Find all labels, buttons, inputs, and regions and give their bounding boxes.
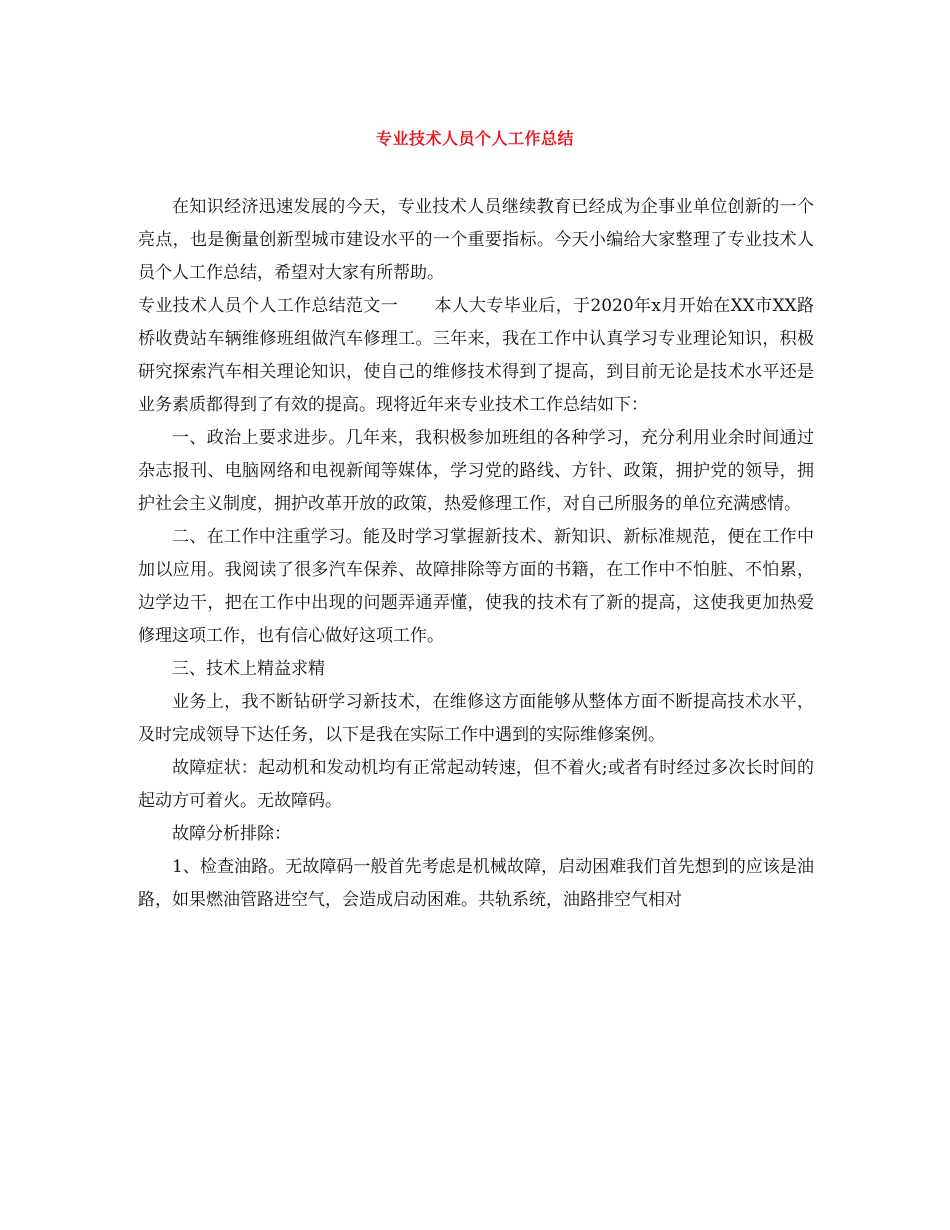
paragraph-business: 业务上，我不断钻研学习新技术，在维修这方面能够从整体方面不断提高技术水平，及时完成领导下达任务，以下是我在实际工作中遇到的实际维修案例。 [138, 692, 814, 745]
document-body [138, 191, 814, 917]
paragraph-check-fuel-line: 1、检查油路。无故障码一般首先考虑是机械故障，启动困难我们首先想到的应该是油路，如果燃油管路进空气，会造成启动困难。共轨系统，油路排空气相对 [138, 857, 814, 910]
paragraph-politics: 一、政治上要求进步。几年来，我积极参加班组的各种学习，充分利用业余时间通过杂志报刊、电脑网络和电视新闻等媒体，学习党的路线、方针、政策，拥护党的领导，拥护社会主义制度，拥护改革开放的政策，热爱修理工作，对自己所服务的单位充满感情。 [138, 428, 814, 514]
sample-heading: 专业技术人员个人工作总结范文一 [138, 296, 399, 316]
paragraph-fault-analysis-heading: 故障分析排除： [172, 824, 291, 844]
paragraph-technique-heading: 三、技术上精益求精 [172, 659, 325, 679]
sample-paragraph [138, 290, 814, 422]
intro-paragraph: 在知识经济迅速发展的今天，专业技术人员继续教育已经成为企事业单位创新的一个亮点，也是衡量创新型城市建设水平的一个重要指标。今天小编给大家整理了专业技术人员个人工作总结，希望对大家有所帮助。 [138, 197, 814, 283]
document-title: 专业技术人员个人工作总结 [375, 129, 574, 148]
sample-opening: 本人大专毕业后，于2020年x月开始在XX市XX路桥收费站车辆维修班组做汽车修理工。三年来，我在工作中认真学习专业理论知识，积极研究探索汽车相关理论知识，使自己的维修技术得到了提高，到目前无论是技术水平还是业务素质都得到了有效的提高。现将近年来专业技术工作总结如下： [138, 296, 814, 415]
paragraph-fault-symptom: 故障症状：起动机和发动机均有正常起动转速，但不着火;或者有时经过多次长时间的起动方可着火。无故障码。 [138, 758, 814, 811]
paragraph-learning: 二、在工作中注重学习。能及时学习掌握新技术、新知识、新标准规范，便在工作中加以应用。我阅读了很多汽车保养、故障排除等方面的书籍，在工作中不怕脏、不怕累，边学边干，把在工作中出现的问题弄通弄懂，使我的技术有了新的提高，这使我更加热爱修理这项工作，也有信心做好这项工作。 [138, 527, 814, 646]
